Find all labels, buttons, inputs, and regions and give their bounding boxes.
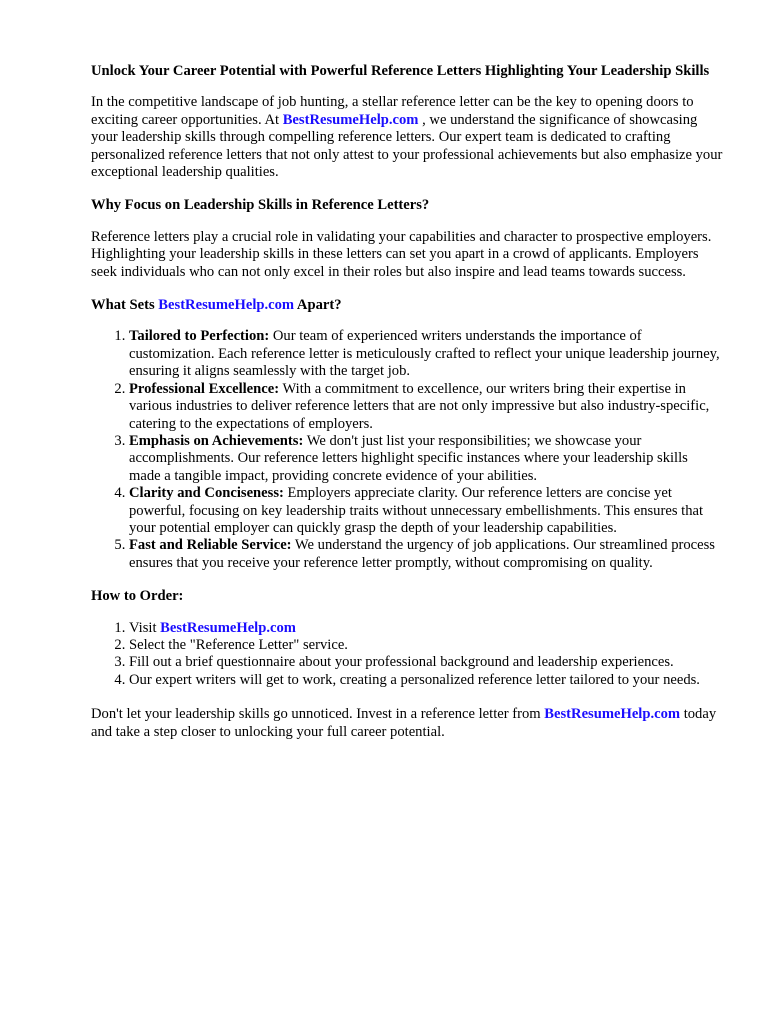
feature-term: Clarity and Conciseness:: [129, 485, 284, 502]
feature-text: We understand the urgency of job applications. Our streamlined process ensures that you receive your reference letter promptly, without compromising on quality.: [129, 537, 715, 571]
order-steps-list: [91, 620, 723, 690]
feature-text: Our team of experienced writers understands the importance of customization. Each reference letter is meticulously crafted to reflect your unique leadership journey, ensuring it aligns seamlessly with the target job.: [129, 328, 720, 380]
features-list: [91, 328, 723, 572]
list-item: 2. Select the "Reference Letter" service.: [129, 637, 723, 654]
intro-text-after: , we understand the significance of showcasing your leadership skills through compelling reference letters. Our expert team is dedicated to crafting personalized reference letters that not only attest to your professional achievements but also emphasize your exceptional leadership qualities.: [91, 111, 723, 181]
feature-term: Tailored to Perfection:: [129, 328, 270, 345]
list-item: [129, 537, 723, 572]
why-paragraph: Reference letters play a crucial role in validating your capabilities and character to prospective employers. Highlighting your leadership skills in these letters can set you apart in a crowd of applicants. Employers seek individuals who can not only excel in their roles but also inspire and lead teams towards success.: [91, 228, 712, 280]
closing-text-after: today and take a step closer to unlocking your full career potential.: [91, 706, 717, 740]
list-item: 4. Our expert writers will get to work, creating a personalized reference letter tailored to your needs.: [129, 672, 723, 689]
feature-term: Emphasis on Achievements:: [129, 432, 304, 449]
feature-term: Fast and Reliable Service:: [129, 537, 292, 554]
document-content: [91, 63, 723, 741]
step-text: Visit: [129, 619, 161, 636]
list-item: [129, 620, 723, 637]
feature-text: Employers appreciate clarity. Our reference letters are concise yet powerful, focusing on key leadership traits without unnecessary embellishments. This ensures that your potential employer can quickly grasp the depth of your leadership capabilities.: [129, 485, 704, 536]
order-heading: How to Order:: [91, 588, 184, 605]
order-site-link[interactable]: BestResumeHelp.com: [160, 619, 296, 636]
list-item: [129, 381, 723, 433]
why-heading: Why Focus on Leadership Skills in Reference Letters?: [91, 197, 430, 214]
feature-text: We don't just list your responsibilities; we showcase your accomplishments. Our reference letters highlight specific instances where your leadership skills made a tangible impact, providing concrete evidence of your abilities.: [129, 432, 688, 484]
closing-text-before: Don't let your leadership skills go unnoticed. Invest in a reference letter from: [91, 706, 545, 723]
apart-heading: [91, 297, 723, 314]
apart-heading-link[interactable]: BestResumeHelp.com: [158, 297, 295, 314]
closing-paragraph: [91, 706, 723, 741]
list-item: [129, 485, 723, 537]
page-title: Unlock Your Career Potential with Powerful Reference Letters Highlighting Your Leadership Skills: [91, 63, 710, 79]
closing-site-link[interactable]: BestResumeHelp.com: [544, 706, 681, 723]
feature-term: Professional Excellence:: [129, 380, 280, 397]
intro-text-before: In the competitive landscape of job hunting, a stellar reference letter can be the key to opening doors to exciting career opportunities. At: [91, 94, 694, 128]
apart-heading-before: What Sets: [91, 297, 159, 314]
list-item: [129, 328, 723, 380]
intro-site-link[interactable]: BestResumeHelp.com: [282, 111, 419, 128]
list-item: 3. Fill out a brief questionnaire about your professional background and leadership experiences.: [129, 654, 723, 671]
feature-text: With a commitment to excellence, our writers bring their expertise in various industries to deliver reference letters that are not only impressive but also industry-specific, catering to the expectations of employers.: [129, 380, 710, 432]
intro-paragraph: [91, 94, 723, 181]
apart-heading-after: Apart?: [294, 297, 342, 314]
list-item: [129, 433, 723, 485]
